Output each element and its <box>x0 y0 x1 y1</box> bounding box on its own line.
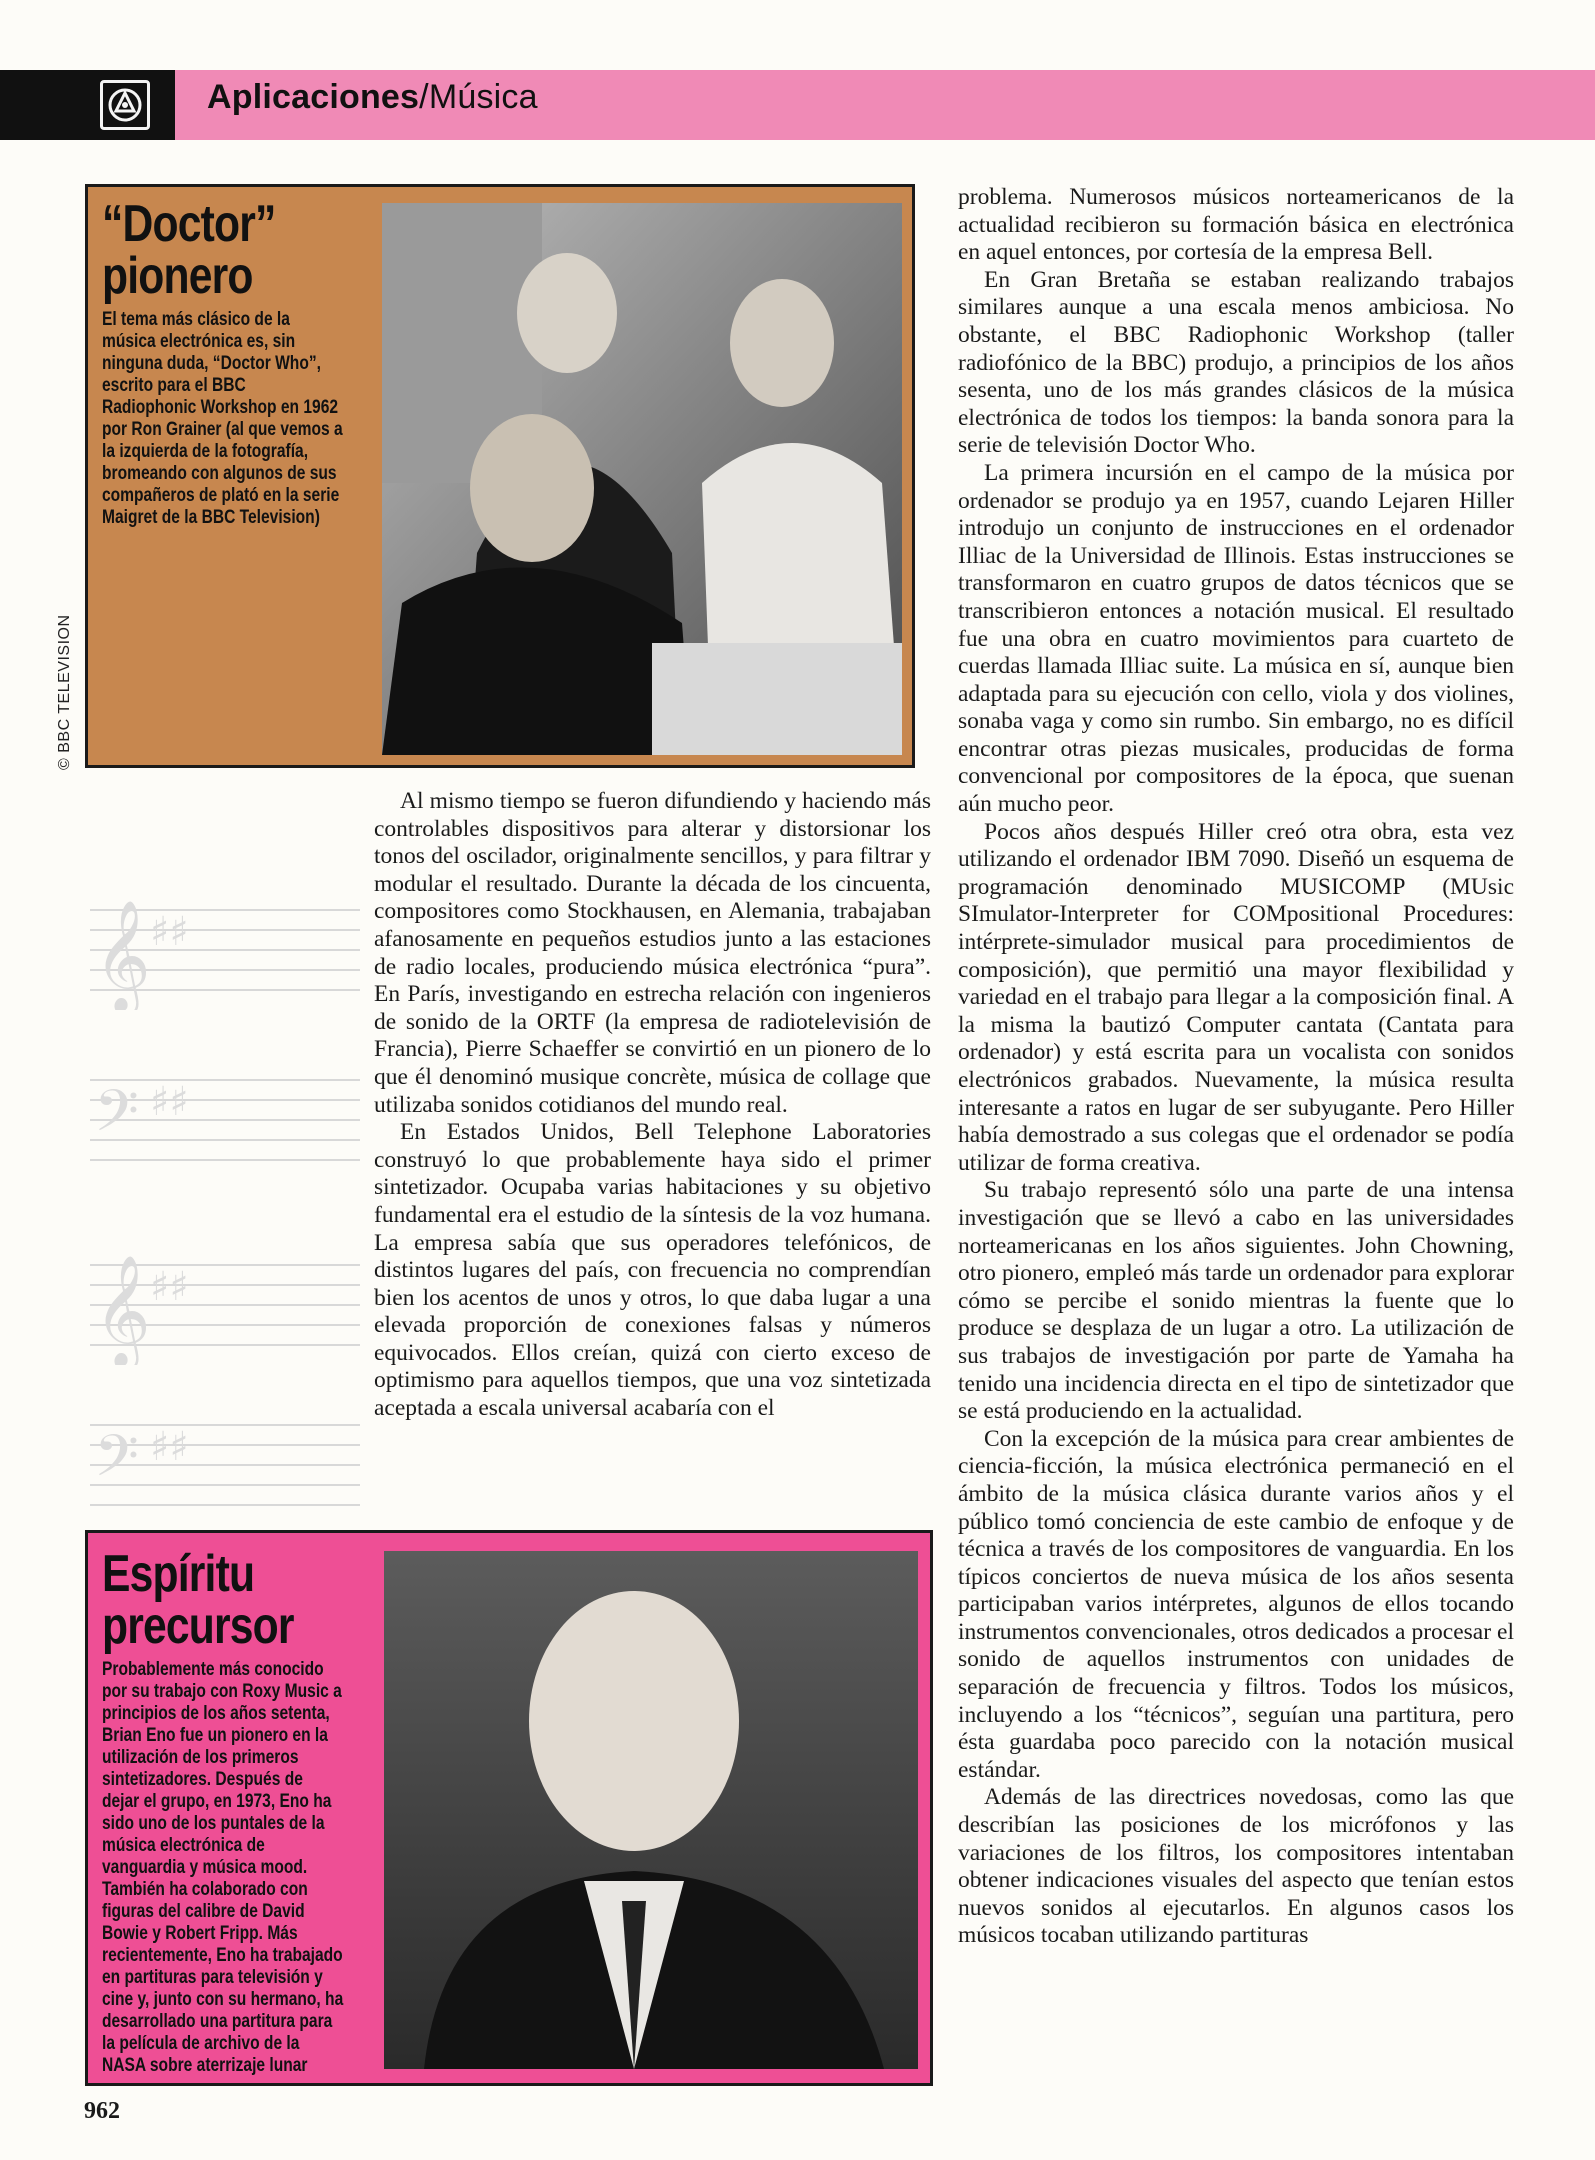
svg-text:𝄢: 𝄢 <box>94 1077 140 1159</box>
page-number: 962 <box>84 2098 120 2124</box>
section-name: Aplicaciones <box>207 78 420 116</box>
sidebar2-title-line2: precursor <box>102 1597 294 1655</box>
photo-credit: © BBC TELEVISION <box>56 614 73 770</box>
svg-text:𝄞: 𝄞 <box>94 899 151 1010</box>
section-title <box>207 78 538 117</box>
svg-text:♯♯: ♯♯ <box>150 1079 189 1125</box>
paragraph: Su trabajo representó sólo una parte de una intensa investigación que se llevó a cabo en las universidades norteamericanas en los años siguientes. John Chowning, otro pionero, empleó más tarde un ordenador para explorar cómo se percibe el sonido mientras la fuente que lo produce se desplaza de un lugar a otro. La utilización de sus trabajos de investigación por parte de Yamaha ha tenido una incidencia directa en el tipo de sintetizador que se está produciendo en la actualidad. <box>958 1177 1514 1425</box>
paragraph: problema. Numerosos músicos norteamericanos de la actualidad recibieron su formación básica en electrónica en aquel entonces, por cortesía de la empresa Bell. <box>958 184 1514 266</box>
sidebar1-caption: El tema más clásico de la música electrónica es, sin ninguna duda, “Doctor Who”, escrito para el BBC Radiophonic Workshop en 1962 por Ron Grainer (al que vemos a la izquierda de la fotografía, bromeando con algunos de sus compañeros de plató en la serie Maigret de la BBC Television) <box>102 309 343 528</box>
svg-text:𝄞: 𝄞 <box>94 1254 151 1365</box>
sidebar2-caption: Probablemente más conocido por su trabajo con Roxy Music a principios de los años setenta, Brian Eno fue un pionero en la utilización de los primeros sintetizadores. Después de dejar el grupo, en 1973, Eno ha sido uno de los puntales de la música electrónica de vanguardia y música mood. También ha colaborado con figuras del calibre de David Bowie y Robert Fripp. Más recientemente, Eno ha trabajado en partituras para televisión y cine y, junto con su hermano, ha desarrollado una partitura para la película de archivo de la NASA sobre aterrizaje lunar <box>102 1659 344 2076</box>
paragraph: Al mismo tiempo se fueron difundiendo y haciendo más controlables dispositivos para alterar y distorsionar los tonos del oscilador, originalmente sencillos, y para filtrar y modular el resultado. Durante la década de los cincuenta, compositores como Stockhausen, en Alemania, trabajaban afanosamente en pequeños estudios junto a las estaciones de radio locales, produciendo música electrónica “pura”. En París, investigando en estrecha relación con ingenieros de sonido de la ORTF (la empresa de radiotelevisión de Francia), Pierre Schaeffer se convirtió en un pionero de lo que él denominó musique concrète, música de collage que utilizaba sonidos cotidianos del mundo real. <box>374 788 931 1118</box>
sidebar1-title-line2: pionero <box>102 247 253 305</box>
photo-brian-eno <box>384 1551 918 2069</box>
bass-staff-decoration <box>90 1060 360 1180</box>
sidebar2-title-line1: Espíritu <box>102 1545 255 1603</box>
paragraph: La primera incursión en el campo de la música por ordenador se produjo ya en 1957, cuando Lejaren Hiller introdujo un conjunto de instrucciones en el ordenador Illiac de la Universidad de Illinois. Estas instrucciones se transformaron en cuatro grupos de datos técnicos que se transcribieron entonces a notación musical. El resultado fue una obra en cuatro movimientos para cuarteto de cuerdas llamada Illiac suite. La música en sí, aunque bien adaptada para su ejecución con cello, viola y dos violines, sonaba vaga y como sin rumbo. Sin embargo, no es difícil encontrar otras piezas musicales, producidas de forma convencional por compositores de la época, que suenan aún mucho peor. <box>958 459 1514 818</box>
sidebar-doctor-pionero <box>85 184 915 768</box>
subsection-name: Música <box>428 78 538 116</box>
paragraph: Además de las directrices novedosas, como las que describían las posiciones de los micrófonos y las variaciones de los filtros, los compositores intentaban obtener indicaciones visuales del aspecto que tenían estos nuevos sonidos al ejecutarlos. En algunos casos los músicos tocaban utilizando partituras <box>958 1784 1514 1949</box>
svg-text:♯♯: ♯♯ <box>150 1424 189 1470</box>
treble-staff-decoration-2 <box>90 1245 360 1365</box>
article-middle-column <box>374 788 931 1423</box>
triangle-badge-icon <box>100 80 150 130</box>
section-separator: / <box>419 78 429 116</box>
bass-staff-decoration-2 <box>90 1405 360 1525</box>
photo-ron-grainer <box>382 203 902 755</box>
svg-text:♯♯: ♯♯ <box>150 1264 189 1310</box>
paragraph: En Estados Unidos, Bell Telephone Laboratories construyó lo que probablemente haya sido el primer sintetizador. Ocupaba varias habitaciones y su objetivo fundamental era el estudio de la síntesis de la voz humana. La empresa sabía que sus operadores telefónicos, de distintos lugares del país, con frecuencia no comprendían bien los acentos de unos y otros, lo que daba lugar a una elevada proporción de conexiones falsas y números equivocados. Ellos creían, quizá con cierto exceso de optimismo para aquellos tiempos, que una voz sintetizada aceptada a escala universal acabaría con el <box>374 1119 931 1422</box>
paragraph: Con la excepción de la música para crear ambientes de ciencia-ficción, la música electrónica permaneció en el ámbito de la música clásica durante varios años y el público tomó conciencia de este cambio de enfoque y de técnica a través de los compositores de vanguardia. En los típicos conciertos de nueva música de los años sesenta participaban varios intérpretes, algunos de ellos tocando instrumentos convencionales, otros dedicados a procesar el sonido de aquellos instrumentos con unidades de separación de frecuencia y filtros. Todos los músicos, incluyendo a los “técnicos”, seguían una partitura, pero ésta guardaba poco parecido con la notación musical estándar. <box>958 1425 1514 1783</box>
paragraph: Pocos años después Hiller creó otra obra, esta vez utilizando el ordenador IBM 7090. Diseñó un esquema de programación denominado MUSICOMP (MUsic SImulator-Interpreter for COMpositional Procedures: intérprete-simulador musical para procedimientos de composición), que permitió una mayor flexibilidad y variedad en el trabajo para llegar a la composición final. A la misma la bautizó Computer cantata (Cantata para ordenador) y está escrita para un vocalista con sonidos electrónicos grabados. Nuevamente, la música resulta interesante a ratos en lugar de ser subyugante. Pero Hiller había demostrado a sus colegas que el ordenador se podía utilizar de forma creativa. <box>958 818 1514 1176</box>
svg-text:♯♯: ♯♯ <box>150 909 189 955</box>
sidebar1-title-line1: “Doctor” <box>102 195 276 253</box>
paragraph: En Gran Bretaña se estaban realizando trabajos similares aunque a una escala menos ambiciosa. No obstante, el BBC Radiophonic Workshop (taller radiofónico de la BBC) produjo, a principios de los años sesenta, uno de los más grandes clásicos de la música electrónica de todos los tiempos: la banda sonora para la serie de televisión Doctor Who. <box>958 266 1514 459</box>
svg-text:𝄢: 𝄢 <box>94 1422 140 1504</box>
sidebar-espiritu-precursor <box>85 1530 933 2086</box>
treble-staff-decoration <box>90 890 360 1010</box>
article-right-column <box>958 184 1514 1950</box>
